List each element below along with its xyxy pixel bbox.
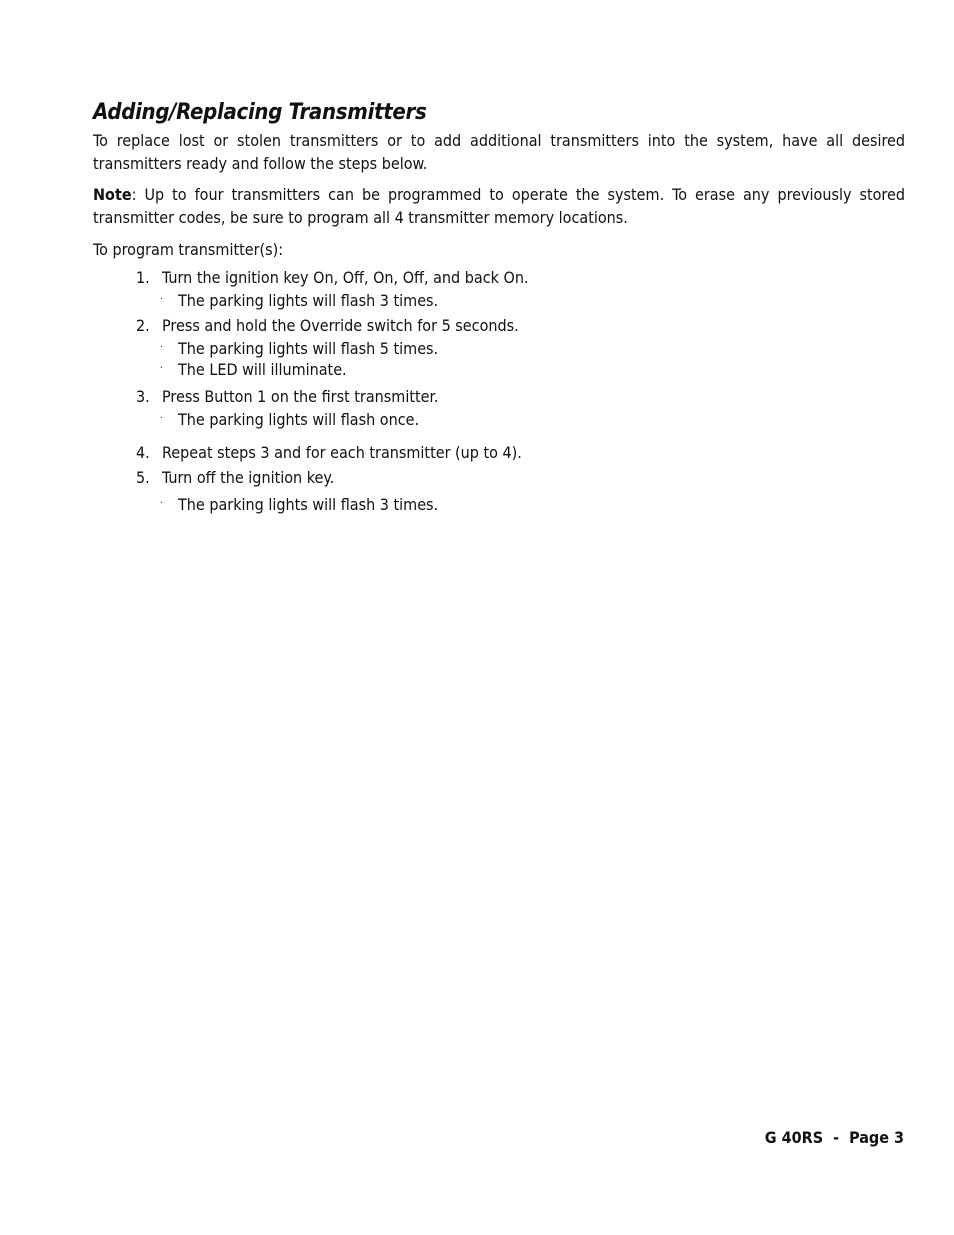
bullet-icon: ·	[160, 413, 163, 424]
document-page	[93, 96, 905, 515]
sub-item	[160, 409, 905, 430]
step-item	[136, 313, 905, 380]
step-item	[136, 265, 905, 311]
step-text: Repeat steps 3 and for each transmitter (up to 4).	[162, 443, 522, 462]
bullet-icon: ·	[160, 363, 163, 374]
step-number: 3.	[136, 387, 150, 406]
step-text: Turn off the ignition key.	[162, 468, 335, 487]
section-title: Adding/Replacing Transmitters	[93, 100, 427, 125]
step-number: 5.	[136, 468, 150, 487]
step-text: Turn the ignition key On, Off, On, Off, and back On.	[162, 268, 529, 287]
sub-list	[136, 290, 905, 311]
steps-list	[93, 265, 905, 515]
sub-item	[160, 494, 905, 515]
bullet-icon: ·	[160, 342, 163, 353]
step-number: 4.	[136, 443, 150, 462]
sub-list	[136, 494, 905, 515]
step-item	[136, 384, 905, 430]
note-label: Note	[93, 185, 132, 204]
step-number: 2.	[136, 316, 150, 335]
sub-item	[160, 290, 905, 311]
step-text: Press and hold the Override switch for 5 seconds.	[162, 316, 519, 335]
step-item	[136, 465, 905, 515]
sub-text: The parking lights will flash once.	[178, 410, 420, 429]
bullet-icon: ·	[160, 498, 163, 509]
intro-paragraph: To replace lost or stolen transmitters or to add additional transmitters into the system, have all desired transmitters ready and follow the steps below.	[93, 131, 905, 173]
step-item	[136, 440, 905, 465]
sub-item	[160, 359, 905, 380]
sub-text: The parking lights will flash 3 times.	[178, 291, 439, 310]
sub-text: The parking lights will flash 3 times.	[178, 495, 439, 514]
page-footer: G 40RS - Page 3	[764, 1128, 904, 1147]
sub-text: The LED will illuminate.	[178, 360, 347, 379]
sub-text: The parking lights will flash 5 times.	[178, 339, 439, 358]
program-intro: To program transmitter(s):	[93, 240, 284, 259]
bullet-icon: ·	[160, 294, 163, 305]
step-number: 1.	[136, 268, 150, 287]
note-text: : Up to four transmitters can be programmed to operate the system. To erase any previously stored transmitter codes, be sure to program all 4 transmitter memory locations.	[93, 185, 905, 227]
step-text: Press Button 1 on the first transmitter.	[162, 387, 439, 406]
sub-list	[136, 409, 905, 430]
note-paragraph	[93, 183, 905, 229]
sub-item	[160, 338, 905, 359]
sub-list	[136, 338, 905, 380]
